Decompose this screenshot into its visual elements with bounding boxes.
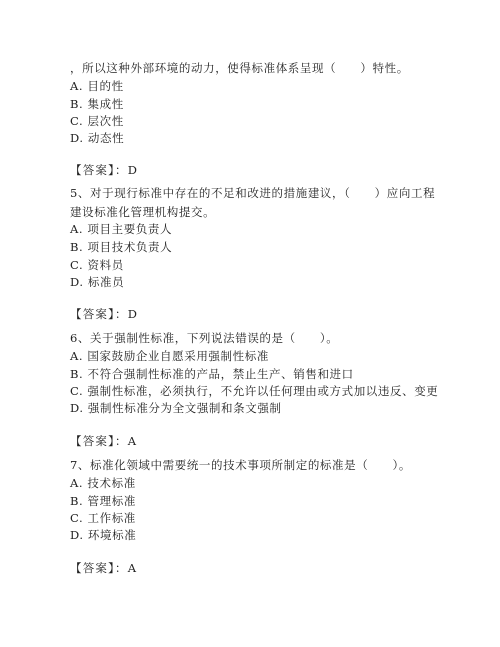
question-7-option-c: C. 工作标准 [70, 511, 136, 525]
question-6-answer: 【答案】：A [70, 434, 138, 448]
question-5-option-b: B. 项目技术负责人 [70, 240, 173, 254]
question-7-answer: 【答案】：A [70, 561, 138, 575]
question-7-option-a: A. 技术标准 [70, 476, 136, 490]
question-6-option-b: B. 不符合强制性标准的产品，禁止生产、销售和进口 [70, 367, 354, 381]
question-7-option-b: B. 管理标准 [70, 494, 136, 508]
question-7-option-d: D. 环境标准 [70, 528, 137, 542]
question-5-answer: 【答案】：D [70, 307, 139, 321]
question-6-option-a: A. 国家鼓励企业自愿采用强制性标准 [70, 349, 269, 363]
question-stem: ，所以这种外部环境的动力，使得标准体系呈现（ ）特性。 [70, 61, 409, 75]
question-5-option-d: D. 标准员 [70, 275, 125, 289]
option-a: A. 目的性 [70, 79, 124, 93]
option-b: B. 集成性 [70, 97, 124, 111]
answer-line: 【答案】：D [70, 163, 139, 177]
question-6-stem: 6、关于强制性标准，下列说法错误的是（ ）。 [70, 331, 339, 345]
option-d: D. 动态性 [70, 131, 125, 145]
question-5-stem-line2: 建设标准化管理机构提交。 [70, 205, 216, 219]
question-5-stem-line1: 5、对于现行标准中存在的不足和改进的措施建议，（ ）应向工程 [70, 186, 436, 200]
option-c: C. 层次性 [70, 114, 124, 128]
question-5-option-a: A. 项目主要负责人 [70, 222, 173, 236]
question-6-option-c: C. 强制性标准，必须执行，不允许以任何理由或方式加以违反、变更 [70, 384, 439, 398]
question-6-option-d: D. 强制性标准分为全文强制和条文强制 [70, 401, 282, 415]
question-5-option-c: C. 资料员 [70, 258, 124, 272]
question-7-stem: 7、标准化领域中需要统一的技术事项所制定的标准是（ ）。 [70, 458, 411, 472]
